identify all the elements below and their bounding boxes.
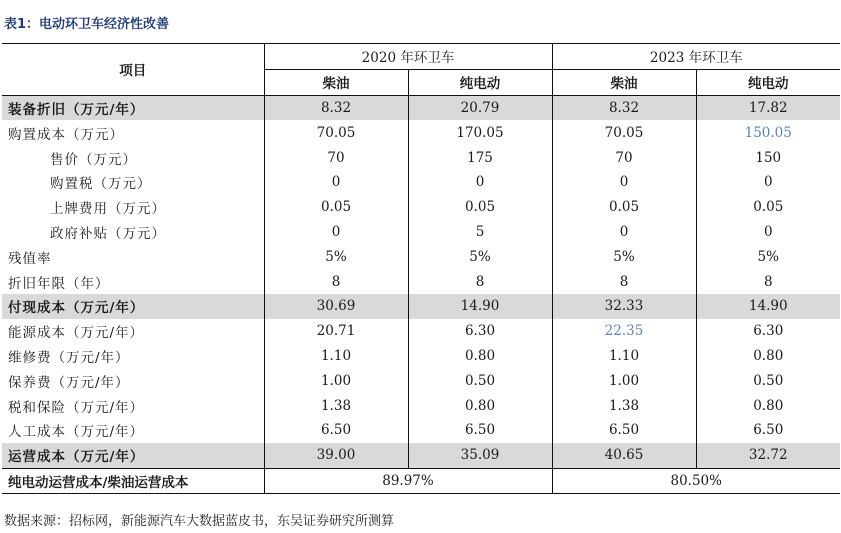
cell: 5% — [696, 244, 840, 269]
summary-ratio-2023: 80.50% — [552, 468, 840, 494]
cell-highlight: 150.05 — [696, 120, 840, 145]
cell: 6.50 — [408, 418, 552, 443]
cell: 5% — [552, 244, 696, 269]
cell: 40.65 — [552, 443, 696, 468]
table-row — [2, 195, 840, 220]
economics-table — [2, 43, 840, 494]
cell: 0 — [696, 170, 840, 195]
cell: 14.90 — [696, 294, 840, 319]
row-label: 政府补贴（万元） — [50, 225, 166, 242]
cell: 0.80 — [696, 344, 840, 369]
table-row — [2, 294, 840, 319]
row-label: 税和保险（万元/年） — [8, 399, 145, 416]
cell: 0.05 — [696, 195, 840, 220]
row-label: 购置税（万元） — [50, 176, 152, 193]
table-row — [2, 244, 840, 269]
table-row — [2, 319, 840, 344]
header-2023: 2023 年环卫车 — [552, 44, 840, 70]
row-label: 上牌费用（万元） — [50, 201, 166, 218]
cell: 1.00 — [264, 368, 408, 393]
cell: 175 — [408, 145, 552, 170]
cell: 17.82 — [696, 95, 840, 120]
cell: 8.32 — [264, 95, 408, 120]
cell: 70 — [264, 145, 408, 170]
data-source-note: 数据来源：招标网，新能源汽车大数据蓝皮书，东吴证券研究所测算 — [4, 514, 395, 529]
header-row-1 — [2, 44, 840, 70]
row-label: 付现成本（万元/年） — [2, 294, 264, 319]
table-row — [2, 120, 840, 145]
cell: 5% — [408, 244, 552, 269]
cell: 0.80 — [408, 344, 552, 369]
row-label: 购置成本（万元） — [8, 126, 124, 143]
cell: 150 — [696, 145, 840, 170]
cell: 0 — [552, 220, 696, 245]
header-item: 项目 — [2, 44, 264, 96]
cell: 0 — [408, 170, 552, 195]
row-label: 售价（万元） — [50, 151, 137, 168]
cell: 70.05 — [264, 120, 408, 145]
cell: 6.50 — [696, 418, 840, 443]
cell: 32.33 — [552, 294, 696, 319]
row-label: 能源成本（万元/年） — [8, 325, 145, 342]
table-row — [2, 170, 840, 195]
summary-row — [2, 468, 840, 494]
row-label: 保养费（万元/年） — [8, 374, 130, 391]
header-2020-electric: 纯电动 — [408, 69, 552, 95]
table-row — [2, 368, 840, 393]
header-2020: 2020 年环卫车 — [264, 44, 552, 70]
table-row — [2, 95, 840, 120]
row-label: 残值率 — [8, 250, 52, 267]
cell: 1.10 — [264, 344, 408, 369]
cell: 20.79 — [408, 95, 552, 120]
cell: 14.90 — [408, 294, 552, 319]
cell: 0.50 — [696, 368, 840, 393]
cell: 8 — [264, 269, 408, 294]
cell: 0 — [696, 220, 840, 245]
cell: 1.38 — [264, 393, 408, 418]
cell: 0.05 — [408, 195, 552, 220]
table-row — [2, 443, 840, 468]
cell: 0 — [264, 170, 408, 195]
header-2023-diesel: 柴油 — [552, 69, 696, 95]
cell: 0.80 — [696, 393, 840, 418]
row-label: 装备折旧（万元/年） — [2, 95, 264, 120]
cell: 39.00 — [264, 443, 408, 468]
cell: 0.05 — [264, 195, 408, 220]
cell: 0.50 — [408, 368, 552, 393]
table-caption: 表1：电动环卫车经济性改善 — [4, 17, 170, 32]
cell: 0.05 — [552, 195, 696, 220]
table-row — [2, 418, 840, 443]
summary-ratio-2020: 89.97% — [264, 468, 552, 494]
header-2020-diesel: 柴油 — [264, 69, 408, 95]
cell: 0 — [552, 170, 696, 195]
cell: 6.50 — [552, 418, 696, 443]
row-label: 折旧年限（年） — [8, 275, 110, 292]
cell: 70.05 — [552, 120, 696, 145]
cell: 6.30 — [696, 319, 840, 344]
table-row — [2, 393, 840, 418]
row-label: 维修费（万元/年） — [8, 349, 130, 366]
cell: 170.05 — [408, 120, 552, 145]
cell: 30.69 — [264, 294, 408, 319]
cell: 1.00 — [552, 368, 696, 393]
cell: 8 — [552, 269, 696, 294]
cell: 8 — [408, 269, 552, 294]
cell: 8.32 — [552, 95, 696, 120]
cell: 0 — [264, 220, 408, 245]
cell: 32.72 — [696, 443, 840, 468]
table-row — [2, 344, 840, 369]
table-row — [2, 145, 840, 170]
cell: 8 — [696, 269, 840, 294]
cell: 1.10 — [552, 344, 696, 369]
cell: 70 — [552, 145, 696, 170]
cell: 1.38 — [552, 393, 696, 418]
cell: 0.80 — [408, 393, 552, 418]
summary-label: 纯电动运营成本/柴油运营成本 — [2, 468, 264, 494]
cell: 6.30 — [408, 319, 552, 344]
row-label: 运营成本（万元/年） — [2, 443, 264, 468]
header-2023-electric: 纯电动 — [696, 69, 840, 95]
cell: 5 — [408, 220, 552, 245]
table-row — [2, 220, 840, 245]
cell: 6.50 — [264, 418, 408, 443]
row-label: 人工成本（万元/年） — [8, 424, 145, 441]
cell-highlight: 22.35 — [552, 319, 696, 344]
cell: 5% — [264, 244, 408, 269]
table-row — [2, 269, 840, 294]
cell: 35.09 — [408, 443, 552, 468]
cell: 20.71 — [264, 319, 408, 344]
